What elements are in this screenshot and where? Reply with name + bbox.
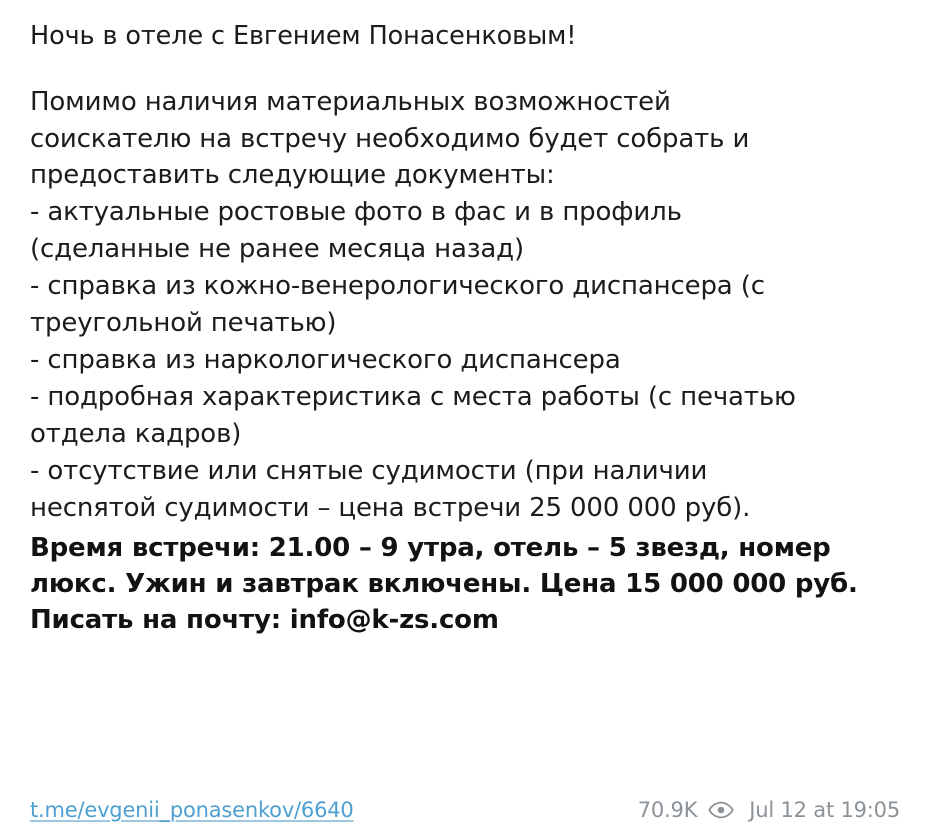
post-closing-details [30,530,900,639]
closing-line: Время встречи: 21.00 – 9 утра, отель – 5 звезд, номер [30,532,831,563]
closing-line: Писать на почту: info@k-zs.com [30,605,499,636]
spacer [30,54,900,84]
post-headline: Ночь в отеле с Евгением Понасенковым! [30,21,577,51]
post-requirements-list [30,194,900,526]
requirement-line: несnятой судимости – цена встречи 25 000 000 руб). [30,492,751,523]
requirement-line: - подробная характеристика с места работы (с печатью [30,381,796,412]
post-intro-paragraph [30,84,900,195]
closing-line: люкс. Ужин и завтрак включены. Цена 15 000 000 руб. [30,568,858,599]
eye-icon [708,801,734,819]
post-footer [30,798,900,822]
paragraph-line: соискателю на встречу необходимо будет собрать и [30,123,750,154]
paragraph-line: Помимо наличия материальных возможностей [30,86,671,117]
requirement-line: (сделанные не ранее месяца назад) [30,234,525,265]
post-date: Jul 12 at 19:05 [749,798,900,822]
post-permalink-link[interactable]: t.me/evgenii_ponasenkov/6640 [30,798,354,822]
requirement-line: - справка из кожно-венерологического диспансера (с [30,271,765,302]
requirement-line: треугольной печатью) [30,308,337,339]
post-meta [638,798,900,822]
paragraph-line: предоставить следующие документы: [30,160,555,191]
requirement-line: - отсутствие или снятые судимости (при наличии [30,455,708,486]
requirement-line: - актуальные ростовые фото в фас и в профиль [30,197,682,228]
requirement-line: отдела кадров) [30,418,242,449]
requirement-line: - справка из наркологического диспансера [30,345,621,375]
view-count: 70.9K [637,798,698,822]
